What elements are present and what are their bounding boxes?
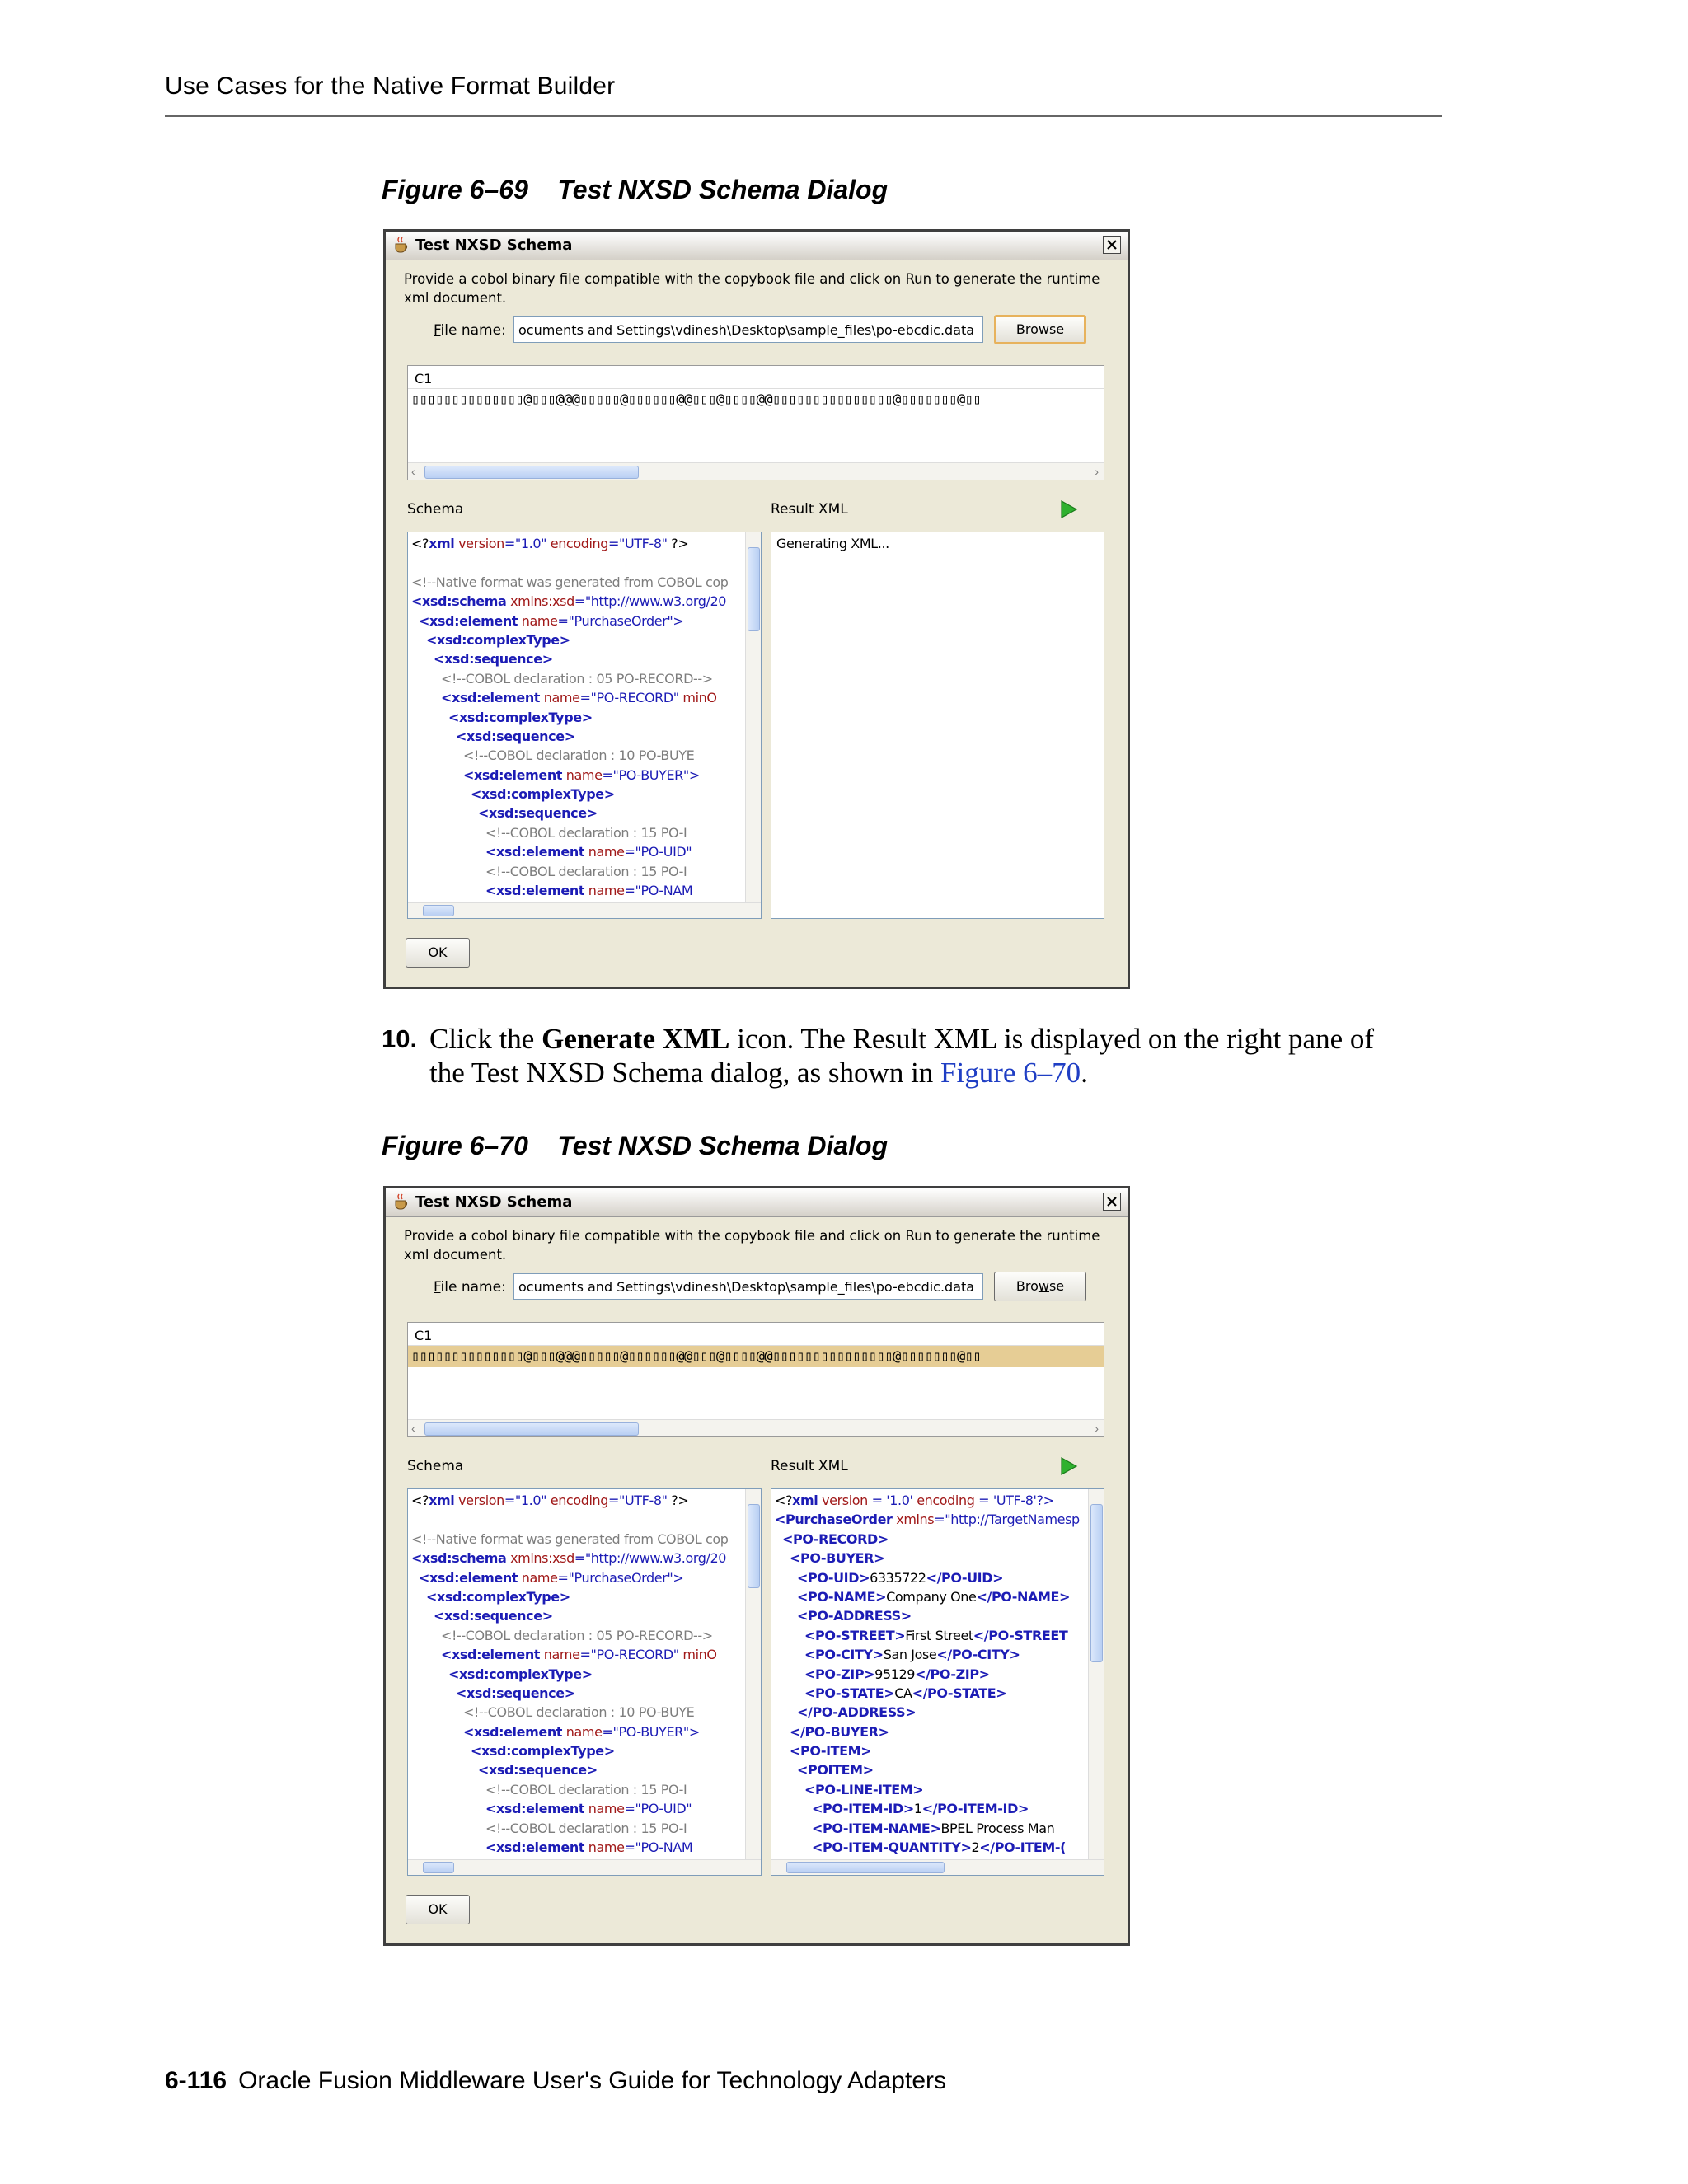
schema-horizontal-scrollbar[interactable] [408,902,761,918]
code-token: <xsd:sequence> [434,1608,553,1624]
schema-hscroll-thumb[interactable] [423,1862,454,1873]
figure-caption-6-70: Figure 6–70 Test NXSD Schema Dialog [382,1131,889,1160]
result-horizontal-scrollbar[interactable] [771,1859,1104,1875]
header-rule [165,115,1442,117]
step-text-c: . [1081,1057,1088,1089]
file-name-label-rest: ile name: [440,322,506,339]
schema-pane[interactable] [407,1488,762,1876]
schema-code [411,534,746,903]
ok-label-rest: K [438,944,448,960]
grid-horizontal-scrollbar[interactable] [408,1419,1104,1436]
dialog-title: Test NXSD Schema [415,237,573,254]
code-line [411,727,746,746]
code-token: <xsd:schema [411,1550,507,1567]
ok-mnemonic: O [428,944,439,960]
code-token: xml [429,1493,455,1508]
code-line [411,766,746,785]
code-line [775,1819,1089,1838]
code-token: </PO-ADDRESS> [797,1704,917,1721]
ok-label-rest: K [438,1901,448,1917]
result-xml-pane[interactable] [771,1488,1104,1876]
code-token: <!--COBOL declaration : 05 PO-RECORD--> [441,670,713,687]
code-token: ="UTF-8" [608,1493,668,1508]
code-line [411,1760,746,1779]
ok-button[interactable] [406,938,470,968]
code-token: <xsd:schema [411,593,507,610]
grid-column-header[interactable]: C1 [408,366,1104,389]
schema-vscroll-thumb[interactable] [748,1504,760,1588]
close-button[interactable] [1103,236,1121,254]
code-line [775,1568,1089,1587]
code-token: <xsd:element [485,883,585,899]
code-line [411,630,746,649]
code-token: = '1.0' [867,1493,913,1508]
code-token: <PO-UID> [797,1569,870,1586]
code-line [411,612,746,630]
dialog-title-bar[interactable] [386,232,1128,260]
code-line [775,1645,1089,1664]
code-line [411,688,746,707]
schema-hscroll-thumb[interactable] [423,905,454,916]
schema-label: Schema [407,501,464,518]
code-token: <xsd:element [485,1840,585,1856]
book-title: Oracle Fusion Middleware User's Guide for Technology Adapters [238,2067,947,2094]
code-token: First Street [905,1627,973,1643]
code-token: ="PurchaseOrder"> [557,1569,684,1586]
scroll-right-icon[interactable]: › [1095,465,1099,478]
code-line [775,1549,1089,1568]
code-line [411,1626,746,1645]
code-line [775,1606,1089,1625]
grid-data-row[interactable]: ▯▯▯▯▯▯▯▯▯▯▯▯▯▯@▯▯▯@@@▯▯▯▯▯@▯▯▯▯▯▯@@▯▯▯@▯▯▯▯@@▯▯▯▯▯▯▯▯▯▯▯▯▯▯▯@▯▯▯▯▯▯▯@▯▯ [411,391,982,408]
code-line [411,1799,746,1818]
dialog-title: Test NXSD Schema [415,1193,573,1211]
code-token: <PO-ITEM> [790,1743,872,1760]
code-token: ?> [667,536,689,551]
code-token: name [518,612,558,629]
code-token: name [584,1840,625,1856]
close-icon [1106,239,1118,251]
code-token: <!--COBOL declaration : 10 PO-BUYE [463,1704,695,1721]
scroll-left-icon[interactable]: ‹ [411,465,415,478]
code-token: <xsd:complexType> [448,1666,593,1682]
code-token: ="http://TargetNamesp [934,1511,1080,1528]
code-token: xml [429,536,455,551]
browse-label-a: Bro [1015,1278,1039,1294]
code-token: <!--COBOL declaration : 15 PO-I [485,1820,687,1836]
code-token: 2 [971,1840,980,1856]
code-token: name [562,766,603,783]
code-token: <!--COBOL declaration : 05 PO-RECORD--> [441,1627,713,1643]
code-token: xmlns:xsd [506,1550,574,1567]
code-line [411,1530,746,1549]
code-line [411,1491,746,1510]
step-10 [382,1022,1412,1090]
step-text-a: Click the [429,1023,542,1055]
code-token: CA [894,1685,912,1701]
java-coffee-icon [392,1193,410,1211]
close-icon [1106,1196,1118,1207]
code-token: encoding [546,1493,609,1508]
schema-code [411,1491,746,1860]
code-line [411,708,746,727]
code-line [411,1684,746,1703]
code-line [411,1645,746,1664]
code-line [411,1703,746,1722]
code-token: 6335722 [870,1569,926,1586]
code-token: = 'UTF-8'?> [974,1493,1054,1508]
code-token: ="PO-UID" [624,844,692,860]
browse-label-a: Bro [1015,321,1039,337]
code-token: ="PO-RECORD" [579,1647,679,1663]
code-line [411,592,746,611]
code-token: <PO-ITEM-NAME> [812,1820,941,1836]
code-token: ="1.0" [504,1493,547,1508]
code-line [775,1510,1089,1529]
result-xml-label: Result XML [771,1458,848,1474]
code-line [411,862,746,881]
code-line [411,1665,746,1684]
code-token: ?> [667,1493,689,1508]
result-xml-code [775,1491,1089,1860]
browse-mnemonic: w [1038,1278,1049,1294]
code-token: <PO-NAME> [797,1588,887,1605]
file-name-input[interactable]: ocuments and Settings\vdinesh\Desktop\sample_files\po-ebcdic.data [513,316,983,343]
result-xml-pane[interactable] [771,532,1104,919]
code-token: ="http://www.w3.org/20 [574,593,727,610]
browse-button[interactable] [994,315,1086,344]
generate-xml-icon[interactable] [1058,1456,1078,1476]
code-line [411,1819,746,1838]
code-token: 95129 [874,1666,916,1682]
code-token: encoding [912,1493,975,1508]
code-line [775,1799,1089,1818]
browse-mnemonic: w [1038,321,1049,337]
code-line [775,1722,1089,1741]
code-token: </PO-ITEM-ID> [921,1801,1029,1817]
code-token: <PO-ZIP> [804,1666,875,1682]
code-token: </PO-BUYER> [790,1723,889,1740]
code-token: minO [678,1647,717,1663]
schema-label: Schema [407,1458,464,1474]
code-token: ="PO-RECORD" [579,690,679,706]
code-token: <xsd:complexType> [471,1743,615,1760]
code-token: ="1.0" [504,536,547,551]
code-token: version [454,536,504,551]
code-token: ="UTF-8" [608,536,668,551]
schema-horizontal-scrollbar[interactable] [408,1859,761,1875]
code-token: <PO-ITEM-QUANTITY> [812,1840,972,1856]
step-bold: Generate XML [542,1023,730,1055]
code-line [775,1760,1089,1779]
code-token: encoding [546,536,609,551]
code-token: <? [411,536,429,551]
code-token: <xsd:complexType> [471,786,615,803]
code-token: </PO-UID> [926,1569,1004,1586]
code-token: <PO-ITEM-ID> [812,1801,914,1817]
code-token: ="PO-NAM [624,883,693,899]
code-line [411,1549,746,1568]
code-token: <PO-CITY> [804,1647,884,1663]
code-token: <!--COBOL declaration : 15 PO-I [485,1781,687,1797]
code-line [775,1780,1089,1799]
code-line [775,1665,1089,1684]
code-token: name [540,1647,580,1663]
code-token: version [454,1493,504,1508]
file-name-label [434,1279,506,1296]
code-line [411,1510,746,1529]
code-token: minO [678,690,717,706]
result-vscroll-thumb[interactable] [1090,1504,1103,1662]
code-token: <xsd:sequence> [478,1762,598,1779]
code-token: <!--Native format was generated from COBOL cop [411,574,729,590]
code-token: ="PO-BUYER"> [602,766,700,783]
schema-vertical-scrollbar[interactable] [745,532,761,903]
code-line [411,1722,746,1741]
code-token: ="PO-BUYER"> [602,1723,700,1740]
data-preview-grid[interactable] [407,365,1104,480]
scroll-left-icon[interactable]: ‹ [411,1422,415,1435]
code-token: name [562,1723,603,1740]
code-token: name [584,844,625,860]
code-line [411,553,746,572]
code-line [411,746,746,765]
code-token: <xsd:complexType> [426,1588,570,1605]
code-token: name [518,1569,558,1586]
figure-6-70-link[interactable]: Figure 6–70 [940,1057,1081,1089]
instructions-text: Provide a cobol binary file compatible with the copybook file and click on Run to generate the runtime xml document. [404,271,1100,306]
code-line [411,1838,746,1857]
code-line [411,534,746,553]
grid-scroll-thumb[interactable] [424,1422,639,1436]
page-number: 6-116 [165,2067,227,2094]
code-token: </PO-STATE> [912,1685,1007,1701]
code-line [411,785,746,804]
file-name-mnemonic: F [434,322,441,339]
figure-caption-6-69: Figure 6–69 Test NXSD Schema Dialog [382,175,889,204]
code-line [411,842,746,861]
code-token: <xsd:sequence> [434,651,553,668]
code-token: <PO-STREET> [804,1627,906,1643]
code-token: Company One [886,1588,977,1605]
code-token: name [540,690,580,706]
code-token: <xsd:element [419,612,518,629]
code-token: xmlns [892,1511,935,1528]
code-line [411,1606,746,1625]
code-token: ="PO-NAM [624,1840,693,1856]
code-token: xmlns:xsd [506,593,574,610]
result-xml-label: Result XML [771,501,848,518]
code-line [411,881,746,900]
code-line [411,1568,746,1587]
code-line [775,1741,1089,1760]
code-token: <xsd:complexType> [448,709,593,725]
generate-xml-icon[interactable] [1058,499,1078,519]
file-name-input[interactable]: ocuments and Settings\vdinesh\Desktop\sample_files\po-ebcdic.data [513,1273,983,1300]
code-token: <xsd:sequence> [456,1685,575,1701]
code-token: <xsd:element [485,844,585,860]
code-token: <POITEM> [797,1762,874,1779]
grid-data-row[interactable]: ▯▯▯▯▯▯▯▯▯▯▯▯▯▯@▯▯▯@@@▯▯▯▯▯@▯▯▯▯▯▯@@▯▯▯@▯▯▯▯@@▯▯▯▯▯▯▯▯▯▯▯▯▯▯▯@▯▯▯▯▯▯▯@▯▯ [408,1346,1104,1367]
code-token: </PO-ITEM-( [979,1840,1067,1856]
code-line [411,1587,746,1606]
page-footer [165,2067,946,2095]
data-preview-grid[interactable] [407,1322,1104,1437]
code-token: ="http://www.w3.org/20 [574,1550,727,1567]
code-token: name [584,883,625,899]
code-token: <xsd:complexType> [426,631,570,648]
code-token: <PO-LINE-ITEM> [804,1781,924,1797]
browse-button[interactable] [994,1272,1086,1301]
code-token: ="PurchaseOrder"> [557,612,684,629]
grid-scroll-thumb[interactable] [424,466,639,479]
running-header: Use Cases for the Native Format Builder [165,73,616,100]
code-token: <PurchaseOrder [775,1511,893,1528]
file-name-label-rest: ile name: [440,1279,506,1296]
close-button[interactable] [1103,1193,1121,1211]
code-token: <PO-ADDRESS> [797,1608,912,1624]
code-line [411,1780,746,1799]
code-line [775,1838,1089,1857]
code-line [775,1626,1089,1645]
code-token: <!--COBOL declaration : 10 PO-BUYE [463,748,695,764]
code-token: </PO-CITY> [936,1647,1020,1663]
step-text-b: icon. The Result XML is displayed on the right pane of the Test NXSD Schema dialog, as shown in [429,1023,1375,1089]
code-line [411,1741,746,1760]
code-token: San Jose [883,1647,937,1663]
code-token: <xsd:element [441,690,541,706]
code-line [411,573,746,592]
browse-label-b: se [1048,321,1065,337]
code-token: <xsd:sequence> [456,728,575,744]
code-token: version [818,1493,868,1508]
test-nxsd-schema-dialog-2 [383,1186,1130,1946]
instructions-text: Provide a cobol binary file compatible with the copybook file and click on Run to generate the runtime xml document. [404,1228,1100,1263]
test-nxsd-schema-dialog-1 [383,229,1130,989]
code-token: <? [775,1493,793,1508]
dialog-title-bar[interactable] [386,1188,1128,1217]
grid-column-header[interactable]: C1 [408,1323,1104,1346]
schema-pane[interactable] [407,532,762,919]
code-token: <!--COBOL declaration : 15 PO-I [485,863,687,879]
file-name-mnemonic: F [434,1279,441,1296]
code-token: <xsd:sequence> [478,805,598,822]
code-token: <PO-RECORD> [782,1530,889,1547]
code-token: <PO-STATE> [804,1685,895,1701]
result-hscroll-thumb[interactable] [786,1862,945,1873]
schema-vscroll-thumb[interactable] [748,547,760,631]
generating-xml-status: Generating XML... [776,536,889,551]
code-line [775,1684,1089,1703]
code-line [775,1703,1089,1722]
code-line [411,669,746,688]
grid-horizontal-scrollbar[interactable] [408,462,1104,480]
ok-mnemonic: O [428,1901,439,1917]
code-token: <PO-BUYER> [790,1550,885,1567]
code-token: </PO-STREET [973,1627,1068,1643]
code-token: ="PO-UID" [624,1801,692,1817]
code-line [411,823,746,842]
code-line [775,1530,1089,1549]
code-token: 1 [913,1801,922,1817]
code-token: <? [411,1493,429,1508]
java-coffee-icon [392,236,410,254]
code-line [411,804,746,823]
schema-vertical-scrollbar[interactable] [745,1489,761,1860]
code-token: <xsd:element [463,1723,563,1740]
code-token: BPEL Process Man [940,1820,1055,1836]
code-token: name [584,1801,625,1817]
code-token: xml [792,1493,818,1508]
code-token: <xsd:element [419,1569,518,1586]
code-line [411,649,746,668]
code-token: <!--COBOL declaration : 15 PO-I [485,824,687,841]
code-token: </PO-NAME> [976,1588,1071,1605]
code-token: <!--Native format was generated from COBOL cop [411,1530,729,1547]
code-token: <xsd:element [463,766,563,783]
result-xml-code [775,534,1100,903]
code-line [775,1587,1089,1606]
scroll-right-icon[interactable]: › [1095,1422,1099,1435]
code-line [775,1491,1089,1510]
step-text [429,1022,1412,1090]
code-token: <xsd:element [485,1801,585,1817]
browse-label-b: se [1048,1278,1065,1294]
file-name-label [434,322,506,339]
ok-button[interactable] [406,1895,470,1924]
result-vertical-scrollbar[interactable] [1088,1489,1104,1860]
code-token: <xsd:element [441,1647,541,1663]
code-token: </PO-ZIP> [915,1666,990,1682]
step-number: 10. [382,1024,418,1053]
